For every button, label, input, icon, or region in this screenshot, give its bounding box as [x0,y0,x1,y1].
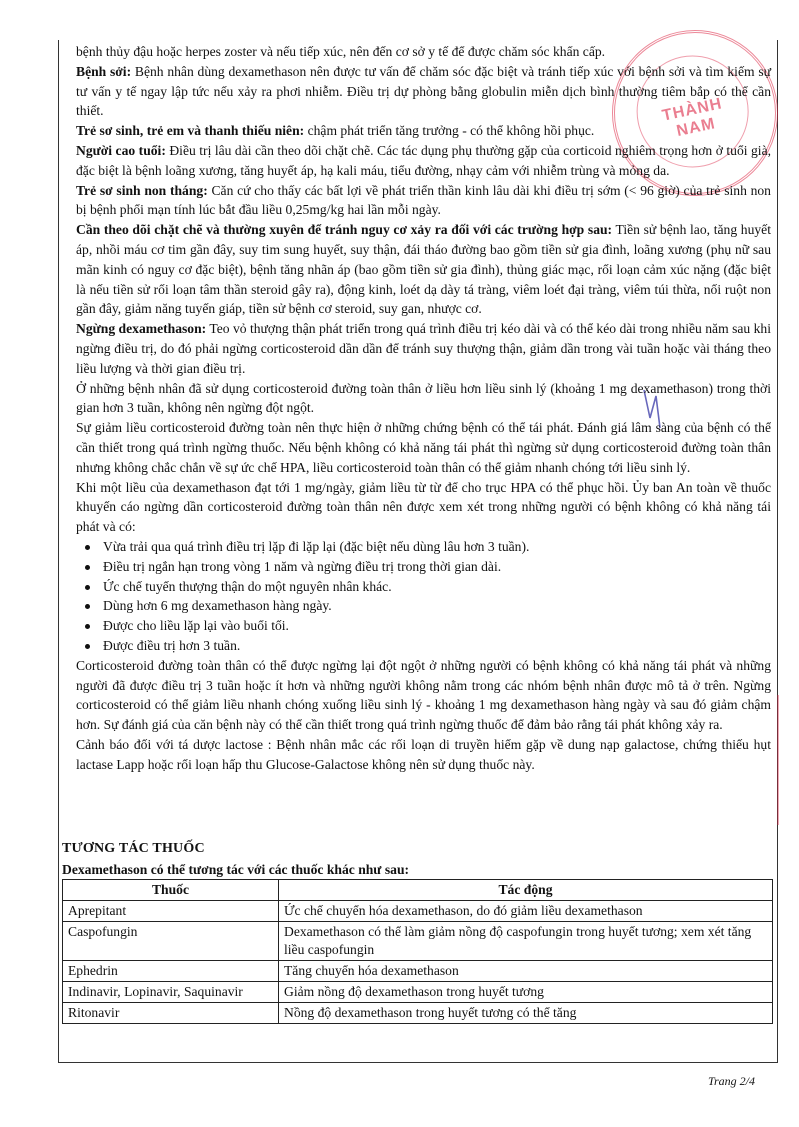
heading-preterm: Trẻ sơ sinh non tháng: [76,182,208,198]
text-elderly: Điều trị lâu dài cần theo dõi chặt chẽ. Các tác dụng phụ thường gặp của corticoid nghiêm trọng hơn ở tuổi già, đặc biệt là bệnh loãng xương, tăng huyết áp, hạ kali máu, tiểu đường, nhạy cảm với nhiễm trùng và mỏng da. [76,142,772,178]
heading-withdrawal: Ngừng dexamethason: [76,321,207,337]
text-measles: Bệnh nhân dùng dexamethason nên được tư vấn để chăm sóc đặc biệt và tránh tiếp xúc với bệnh sởi và tìm kiếm sự tư vấn y tế ngay lập tức nếu xảy ra phơi nhiễm. Điều trị dự phòng bằng globulin miễn dịch bình thường tiêm bắp có thể cần thiết. [76,63,771,119]
paragraph-measles [76,62,771,121]
list-item: Ức chế tuyến thượng thận do một nguyên nhân khác. [103,577,771,597]
criteria-list [76,537,771,656]
table-cell-drug: Ephedrin [63,961,279,982]
paragraph-dose-reduction: Sự giảm liều corticosteroid đường toàn nên thực hiện ở những chứng bệnh có thể tái phát. Đánh giá lâm sàng của bệnh có thể cần thiết trong quá trình ngừng thuốc. Nếu bệnh không có khả năng tái phát thì ngừng sử dụng corticosteroid đường toàn thân nhưng không chắc chắn về sự ức chế HPA, liều corticosteroid toàn thân có thể giảm nhanh chóng tới liều sinh lý. [76,420,771,475]
table-row [63,961,773,982]
paragraph-withdrawal [76,319,771,378]
interaction-table [62,879,773,1024]
table-row [63,922,773,961]
section-title-interactions: TƯƠNG TÁC THUỐC [62,841,205,856]
paragraph-abrupt-stop: Corticosteroid đường toàn thân có thể được ngừng lại đột ngột ở những người có bệnh không có khả năng tái phát và những người đã được điều trị 3 tuần hoặc ít hơn và những người không nằm trong các nhóm bệnh nhân được mô tả ở trên. Ngừng corticosteroid có thể giảm liều nhanh chóng xuống liều sinh lý - khoảng 1 mg dexamethason hàng ngày và sau đó giảm chậm hơn. Sự đánh giá của căn bệnh này có thể cần thiết trong quá trình ngừng thuốc để đảm bảo rằng tái phát không xảy ra. [76,657,771,733]
table-cell-drug: Ritonavir [63,1003,279,1024]
table-row [63,1003,773,1024]
list-item: Được điều trị hơn 3 tuần. [103,636,771,656]
heading-elderly: Người cao tuổi: [76,142,166,158]
table-cell-effect: Nồng độ dexamethason trong huyết tương có thể tăng [279,1003,773,1024]
list-item: Được cho liều lặp lại vào buổi tối. [103,616,771,636]
table-intro: Dexamethason có thể tương tác với các thuốc khác như sau: [62,862,410,877]
paragraph-preterm [76,181,771,221]
text-withdrawal: Teo vỏ thượng thận phát triển trong quá trình điều trị kéo dài và có thể kéo dài trong nhiều năm sau khi ngừng điều trị, do đó phải ngừng corticosteroid dần dần để tránh suy thượng thận, giảm dần trong vài tuần hoặc vài tháng theo liều lượng và thời gian điều trị. [76,321,771,376]
text-monitoring: Tiền sử bệnh lao, tăng huyết áp, nhồi máu cơ tim gần đây, suy tim sung huyết, suy thận, đái tháo đường bao gồm tiền sử gia đình, loãng xương (phụ nữ sau mãn kinh có nguy cơ đặc biệt), bệnh tăng nhãn áp (bao gồm tiền sử gia đình), thủng giác mạc, rối loạn cảm xúc nặng (đặc biệt là nếu tiền sử rối loạn tâm thần steroid gây ra), động kinh, loét dạ dày tá tràng, viêm loét đại tràng, viêm túi thừa, nối ruột non gần đây, giảm năng tuyến giáp, tiền sử bệnh cơ steroid, suy gan, nhược cơ. [76,222,771,317]
heading-children: Trẻ sơ sinh, trẻ em và thanh thiếu niên: [76,123,305,139]
table-cell-drug: Caspofungin [63,922,279,961]
edge-stamp-mark [777,695,799,825]
table-cell-effect: Dexamethason có thể làm giảm nồng độ caspofungin trong huyết tương; xem xét tăng liều caspofungin [279,922,773,961]
table-cell-effect: Ức chế chuyển hóa dexamethason, do đó giảm liều dexamethason [279,901,773,922]
stamp-text: THÀNH NAM [660,95,724,141]
document-body [76,42,771,774]
paragraph-physiological-dose: Ở những bệnh nhân đã sử dụng corticosteroid đường toàn thân ở liều hơn liều sinh lý (khoảng 1 mg dexamethason) trong thời gian hơn 3 tuần, không nên ngừng đột ngột. [76,380,771,416]
heading-monitoring: Cần theo dõi chặt chẽ và thường xuyên để tránh nguy cơ xảy ra đối với các trường hợp sau: [76,222,613,238]
text-children: chậm phát triển tăng trưởng - có thể không hồi phục. [304,123,595,139]
page-number: Trang 2/4 [707,1074,755,1088]
table-cell-effect: Tăng chuyển hóa dexamethason [279,961,773,982]
table-row [63,901,773,922]
paragraph-monitoring [76,220,771,319]
heading-measles: Bệnh sởi: [76,63,132,79]
table-header-row [63,880,773,901]
paragraph-elderly [76,141,771,181]
column-header-drug: Thuốc [63,880,279,901]
table-cell-effect: Giảm nồng độ dexamethason trong huyết tương [279,982,773,1003]
paragraph-lactose-warning: Cảnh báo đối với tá dược lactose : Bệnh nhân mắc các rối loạn di truyền hiếm gặp về dung nạp galactose, chứng thiếu hụt lactase Lapp hoặc rối loạn hấp thu Glucose-Galactose không nên sử dụng thuốc này. [76,736,771,772]
text-preterm: Căn cứ cho thấy các bất lợi về phát triển thần kinh lâu dài khi điều trị sớm (< 96 giờ) của trẻ sinh non bị bệnh phổi mạn tính lúc bắt đầu liều 0,25mg/kg hai lần mỗi ngày. [76,182,771,218]
list-item: Điều trị ngắn hạn trong vòng 1 năm và ngừng điều trị trong thời gian dài. [103,557,771,577]
table-row [63,982,773,1003]
list-item: Dùng hơn 6 mg dexamethason hàng ngày. [103,596,771,616]
column-header-effect: Tác động [279,880,773,901]
paragraph-children [76,121,771,141]
paragraph-hpa-recovery: Khi một liều của dexamethason đạt tới 1 mg/ngày, giảm liều từ từ để cho trục HPA có thể phục hồi. Ủy ban An toàn về thuốc khuyến cáo ngừng dần corticosteroid đường toàn thân nên được xem xét trong những người có bệnh không có khả năng tái phát và có: [76,479,771,535]
list-item: Vừa trải qua quá trình điều trị lặp đi lặp lại (đặc biệt nếu dùng lâu hơn 3 tuần). [103,537,771,557]
paragraph-varicella: bệnh thủy đậu hoặc herpes zoster và nếu tiếp xúc, nên đến cơ sở y tế để được chăm sóc khẩn cấp. [76,44,606,59]
table-cell-drug: Aprepitant [63,901,279,922]
table-cell-drug: Indinavir, Lopinavir, Saquinavir [63,982,279,1003]
